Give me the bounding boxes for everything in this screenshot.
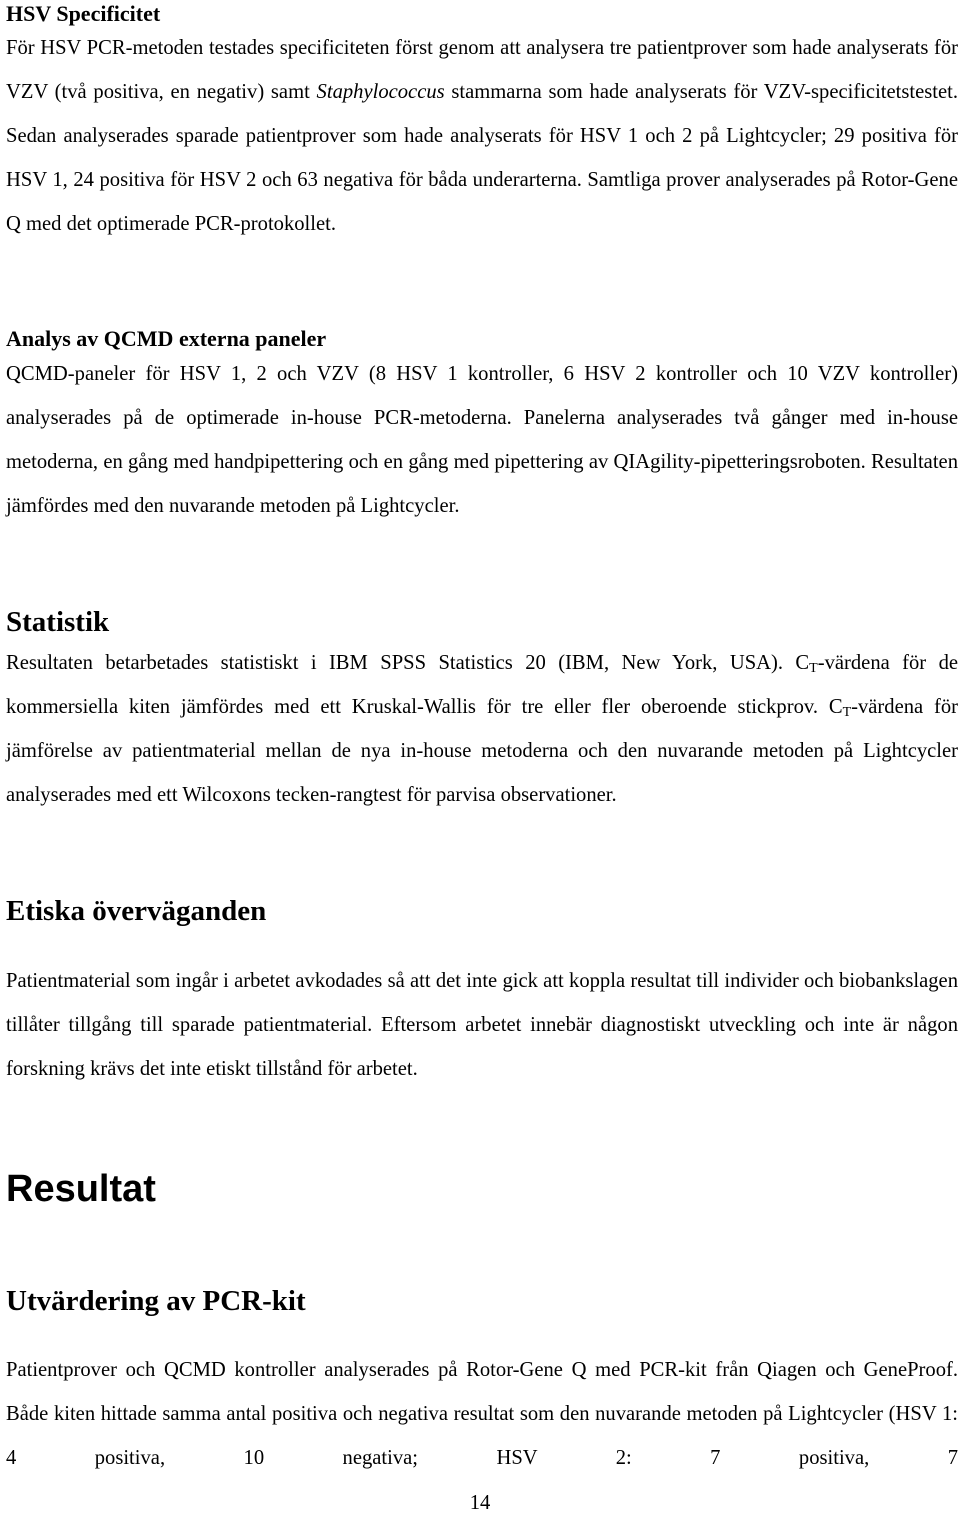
paragraph-qcmd-paneler: QCMD-paneler för HSV 1, 2 och VZV (8 HSV 1 kontroller, 6 HSV 2 kontroller och 10 VZV kontroller) analyserades på de optimerade in-house PCR-metoderna. Panelerna analyserades två gånger med in-house metoderna, en gång med handpipettering och en gång med pipettering av QIAgility-pipetteringsroboten. Resultaten jämfördes med den nuvarande metoden på Lightcycler. — [6, 363, 958, 517]
paragraph-text: -värdena för jämförelse av patientmaterial mellan de nya in-house metoderna och den nuvarande metoden på Lightcycler analyserades med ett Wilcoxons tecken-rangtest för parvisa observationer. — [6, 696, 958, 806]
heading-utvardering-pcr-kit: Utvärdering av PCR-kit — [6, 1285, 306, 1317]
subscript-t: T — [809, 661, 818, 676]
heading-resultat: Resultat — [6, 1168, 156, 1210]
heading-etiska-overvaganden: Etiska överväganden — [6, 895, 267, 927]
paragraph-text: Resultaten betarbetades statistiskt i IBM SPSS Statistics 20 (IBM, New York, USA). C — [6, 652, 810, 674]
paragraph-utvardering-pcr-kit: Patientprover och QCMD kontroller analyserades på Rotor-Gene Q med PCR-kit från Qiagen och GeneProof. Både kiten hittade samma antal positiva och negativa resultat som den nuvarande metoden på Lightcycler (HSV 1: 4 positiva, 10 negativa; HSV 2: 7 positiva, 7 — [6, 1359, 958, 1469]
paragraph-text: -värdena för de kommersiella kiten jämfördes med ett Kruskal-Wallis för tre eller fler oberoende stickprov. C — [6, 652, 959, 718]
paragraph-etiska-overvaganden: Patientmaterial som ingår i arbetet avkodades så att det inte gick att koppla resultat till individer och biobankslagen tillåter tillgång till sparade patientmaterial. Eftersom arbetet innebär diagnostiskt utveckling och inte är någon forskning krävs det inte etiskt tillstånd för arbetet. — [6, 970, 958, 1080]
paragraph-text: stammarna som hade analyserats för VZV-specificitetstestet. Sedan analyserades sparade patientprover som hade analyserats för HSV 1 och 2 på Lightcycler; 29 positiva för HSV 1, 24 positiva för HSV 2 och 63 negativa för båda underarterna. Samtliga prover analyserades på Rotor-Gene Q med det optimerade PCR-protokollet. — [6, 81, 958, 235]
heading-qcmd-paneler: Analys av QCMD externa paneler — [6, 326, 327, 351]
heading-hsv-specificitet: HSV Specificitet — [6, 1, 161, 26]
heading-statistik: Statistik — [6, 606, 110, 638]
subscript-t: T — [842, 705, 852, 720]
page-number: 14 — [469, 1492, 491, 1514]
paragraph-hsv-specificitet — [6, 26, 958, 246]
italic-organism-name: Staphylococcus — [316, 81, 445, 103]
paragraph-statistik — [6, 641, 958, 817]
paragraph-text: För HSV PCR-metoden testades specificiteten först genom att analysera tre patientprover som hade analyserats för VZV (två positiva, en negativ) samt — [6, 37, 958, 103]
